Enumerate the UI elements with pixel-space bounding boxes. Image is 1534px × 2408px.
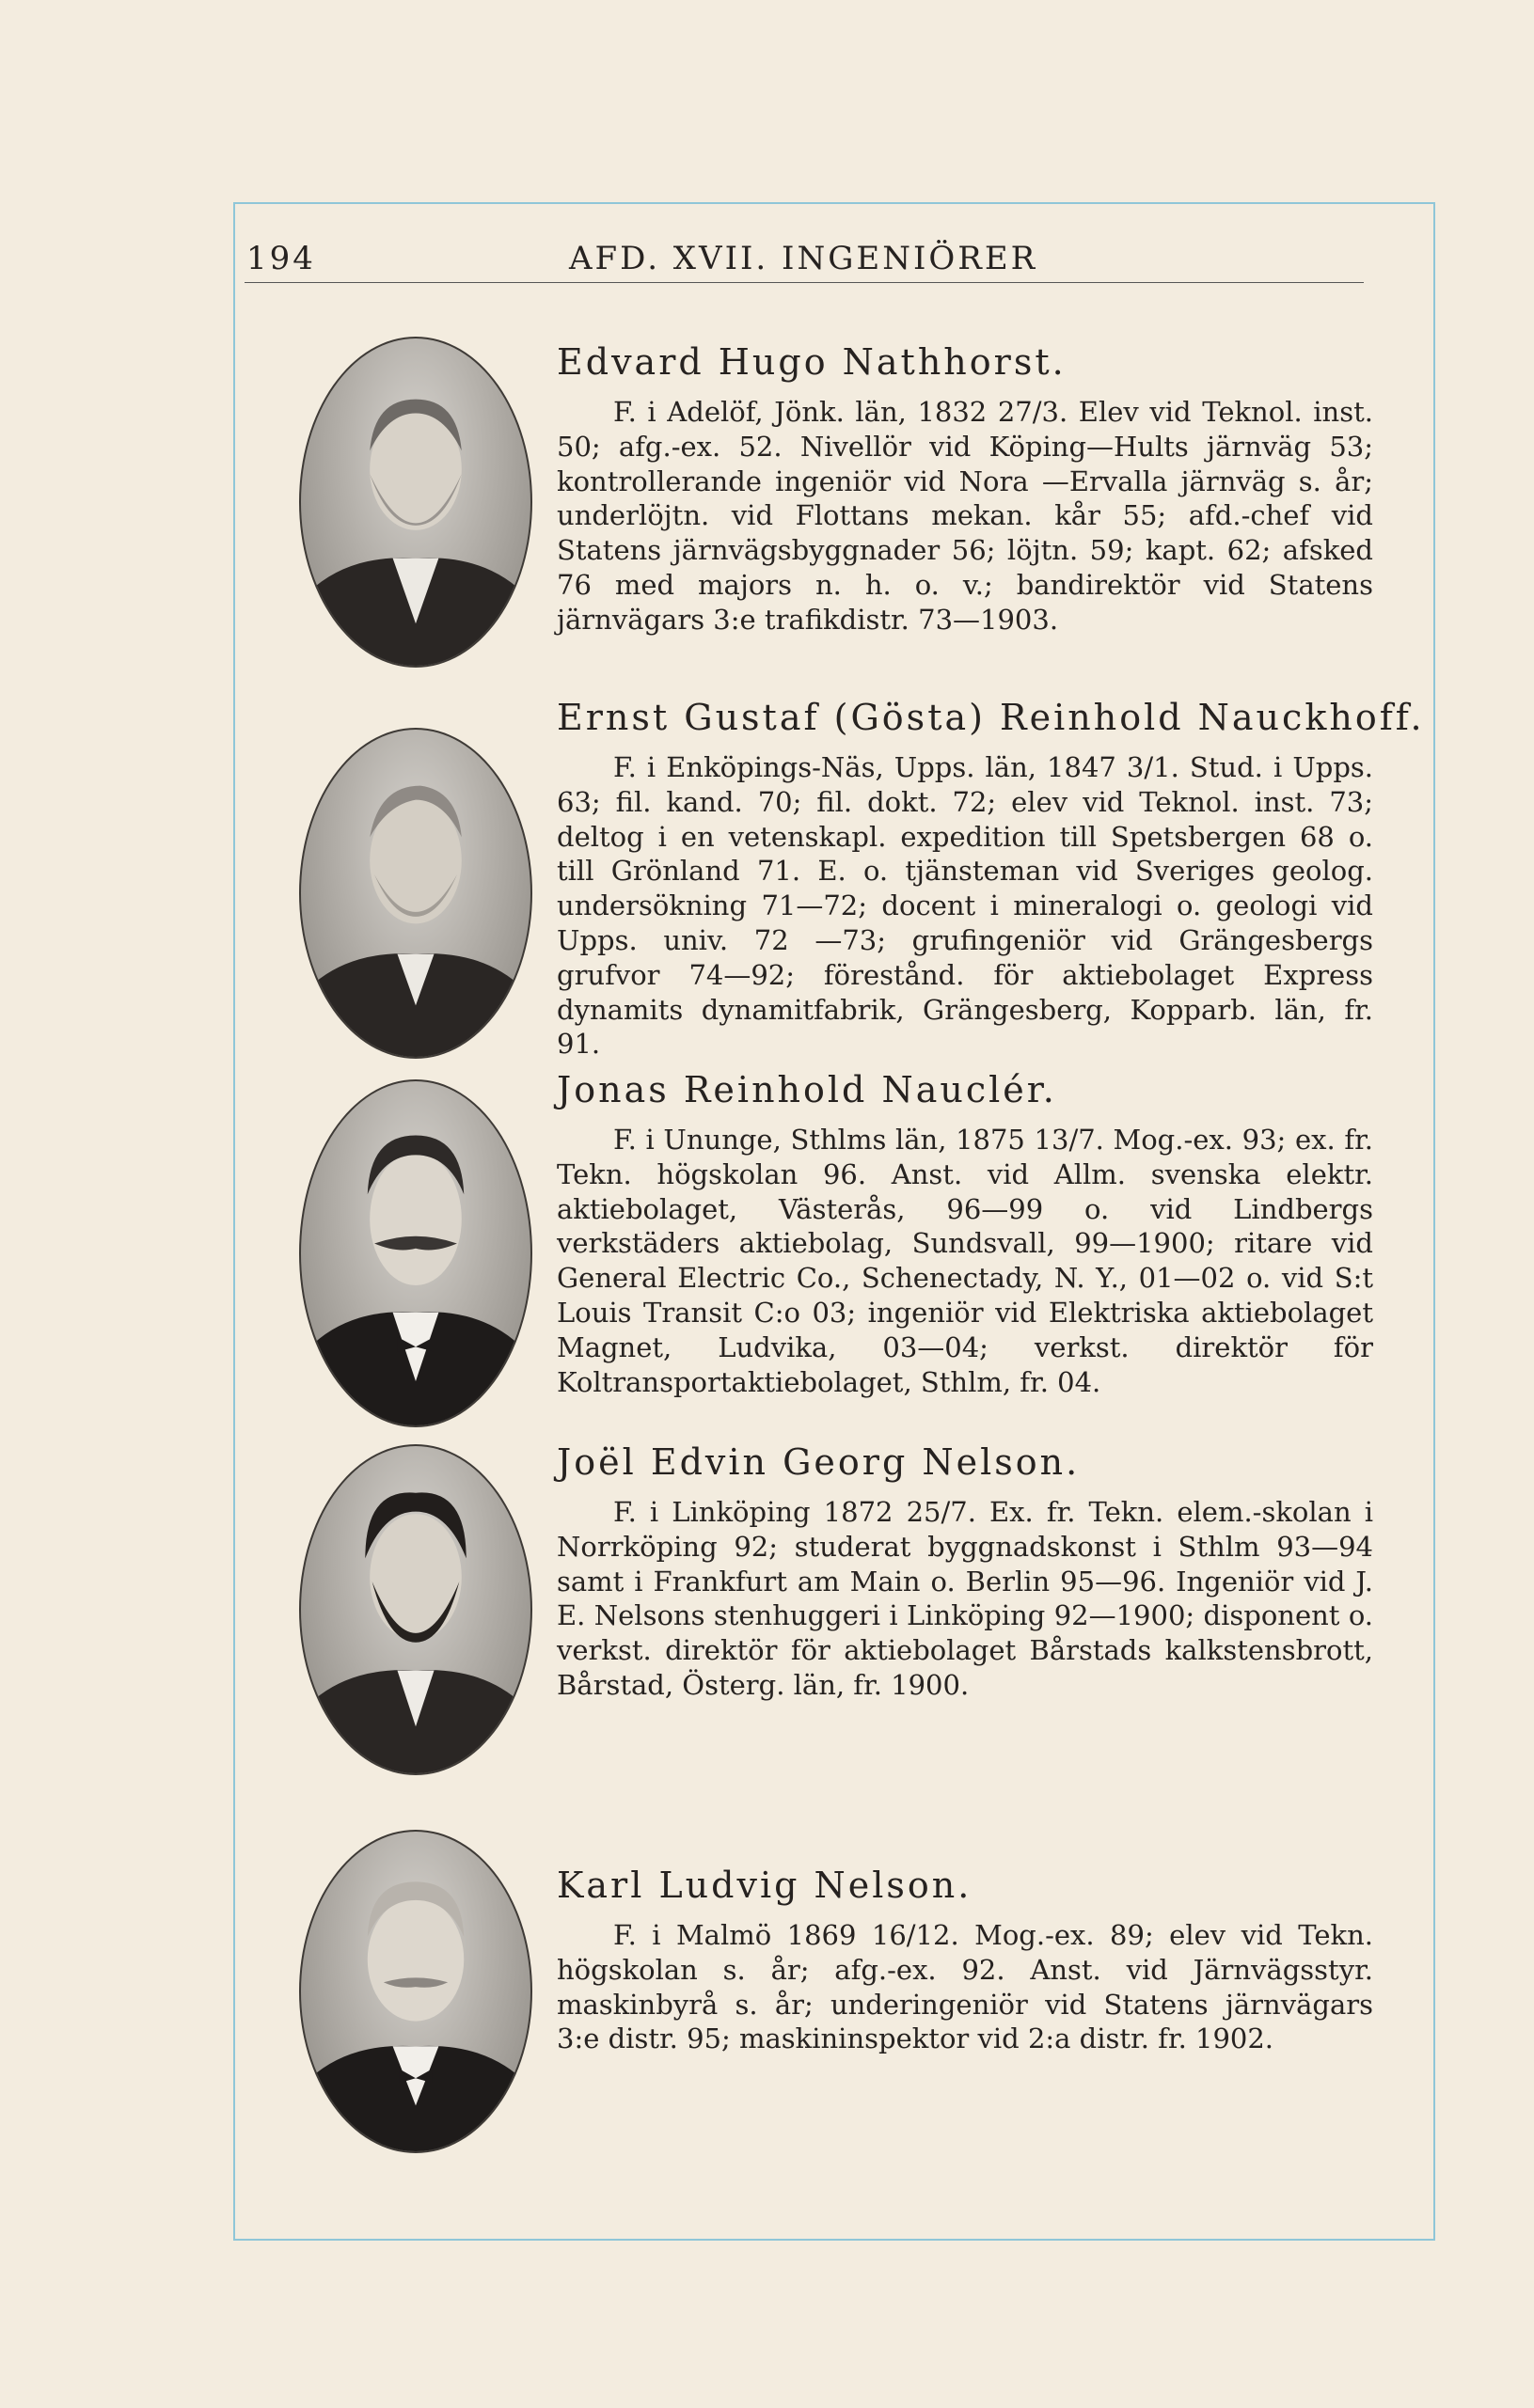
person-biography: F. i Enköpings-Näs, Upps. län, 1847 3/1. Stud. i Upps. 63; fil. kand. 70; fil. dokt. 72; elev vid Teknol. inst. 73; deltog i en vetenskapl. expedition till Spetsbergen 68 o. till Grönland 71. E. o. tjänsteman vid Sveriges geolog. undersökning 71—72; docent i mineralogi o. geologi vid Upps. univ. 72 —73; grufingeniör vid Grängesbergs grufvor 74—92; förestånd. för aktiebolaget Express dynamits dynamitfabrik, Grängesberg, Kopparb. län, fr. 91. xyxy=(557,751,1373,1061)
person-biography: F. i Ununge, Sthlms län, 1875 13/7. Mog.-ex. 93; ex. fr. Tekn. högskolan 96. Anst. vid Allm. svenska elektr. aktiebolaget, Västerås, 96—99 o. vid Lindbergs verkstäders aktiebolag, Sundsvall, 99—1900; ritare vid General Electric Co., Schenectady, N. Y., 01—02 o. vid S:t Louis Transit C:o 03; ingeniör vid Elektriska aktiebolaget Magnet, Ludvika, 03—04; verkst. direktör för Koltransportaktiebolaget, Sthlm, fr. 04. xyxy=(557,1124,1373,1398)
section-title: AFD. XVII. INGENIÖRER xyxy=(569,240,1038,277)
portrait-nauckhoff xyxy=(299,728,532,1059)
header-divider xyxy=(245,282,1364,283)
portrait-icon xyxy=(301,1832,530,2151)
person-name: Joël Edvin Georg Nelson. xyxy=(557,1441,1081,1483)
page-header xyxy=(246,240,1384,296)
entry-naucler xyxy=(557,1068,1373,1399)
person-name: Edvard Hugo Nathhorst. xyxy=(557,341,1067,383)
person-name: Ernst Gustaf (Gösta) Reinhold Nauckhoff. xyxy=(557,697,1425,738)
portrait-karl-nelson xyxy=(299,1830,532,2153)
person-name: Karl Ludvig Nelson. xyxy=(557,1865,973,1906)
portrait-icon xyxy=(301,1446,530,1773)
entry-nauckhoff xyxy=(557,696,1425,1062)
portrait-icon xyxy=(301,1081,530,1425)
person-biography: F. i Malmö 1869 16/12. Mog.-ex. 89; elev vid Tekn. högskolan s. år; afg.-ex. 92. Anst. vid Järnvägsstyr. maskinbyrå s. år; underingeniör vid Statens järnvägars 3:e distr. 95; maskininspektor vid 2:a distr. fr. 1902. xyxy=(557,1919,1373,2055)
portrait-naucler xyxy=(299,1079,532,1427)
portrait-joel-nelson xyxy=(299,1444,532,1775)
portrait-nathhorst xyxy=(299,337,532,668)
entry-nathhorst xyxy=(557,340,1373,637)
person-biography: F. i Adelöf, Jönk. län, 1832 27/3. Elev vid Teknol. inst. 50; afg.-ex. 52. Nivellör vid Köping—Hults järnväg 53; kontrollerande ingeniör vid Nora —Ervalla järnväg s. år; underlöjtn. vid Flottans mekan. kår 55; afd.-chef vid Statens järnvägsbyggnader 56; löjtn. 59; kapt. 62; afsked 76 med majors n. h. o. v.; bandirektör vid Statens järnvägars 3:e trafikdistr. 73—1903. xyxy=(557,396,1373,636)
person-name: Jonas Reinhold Nauclér. xyxy=(557,1069,1057,1110)
portrait-icon xyxy=(301,338,530,666)
person-biography: F. i Linköping 1872 25/7. Ex. fr. Tekn. elem.-skolan i Norrköping 92; studerat byggnadskonst i Sthlm 93—94 samt i Frankfurt am Main o. Berlin 95—96. Ingeniör vid J. E. Nelsons stenhuggeri i Linköping 92—1900; disponent o. verkst. direktör för aktiebolaget Bårstads kalkstensbrott, Bårstad, Österg. län, fr. 1900. xyxy=(557,1496,1373,1701)
entry-karl-nelson xyxy=(557,1864,1373,2056)
portrait-icon xyxy=(301,730,530,1057)
page-number: 194 xyxy=(246,240,316,277)
entry-joel-nelson xyxy=(557,1440,1373,1703)
